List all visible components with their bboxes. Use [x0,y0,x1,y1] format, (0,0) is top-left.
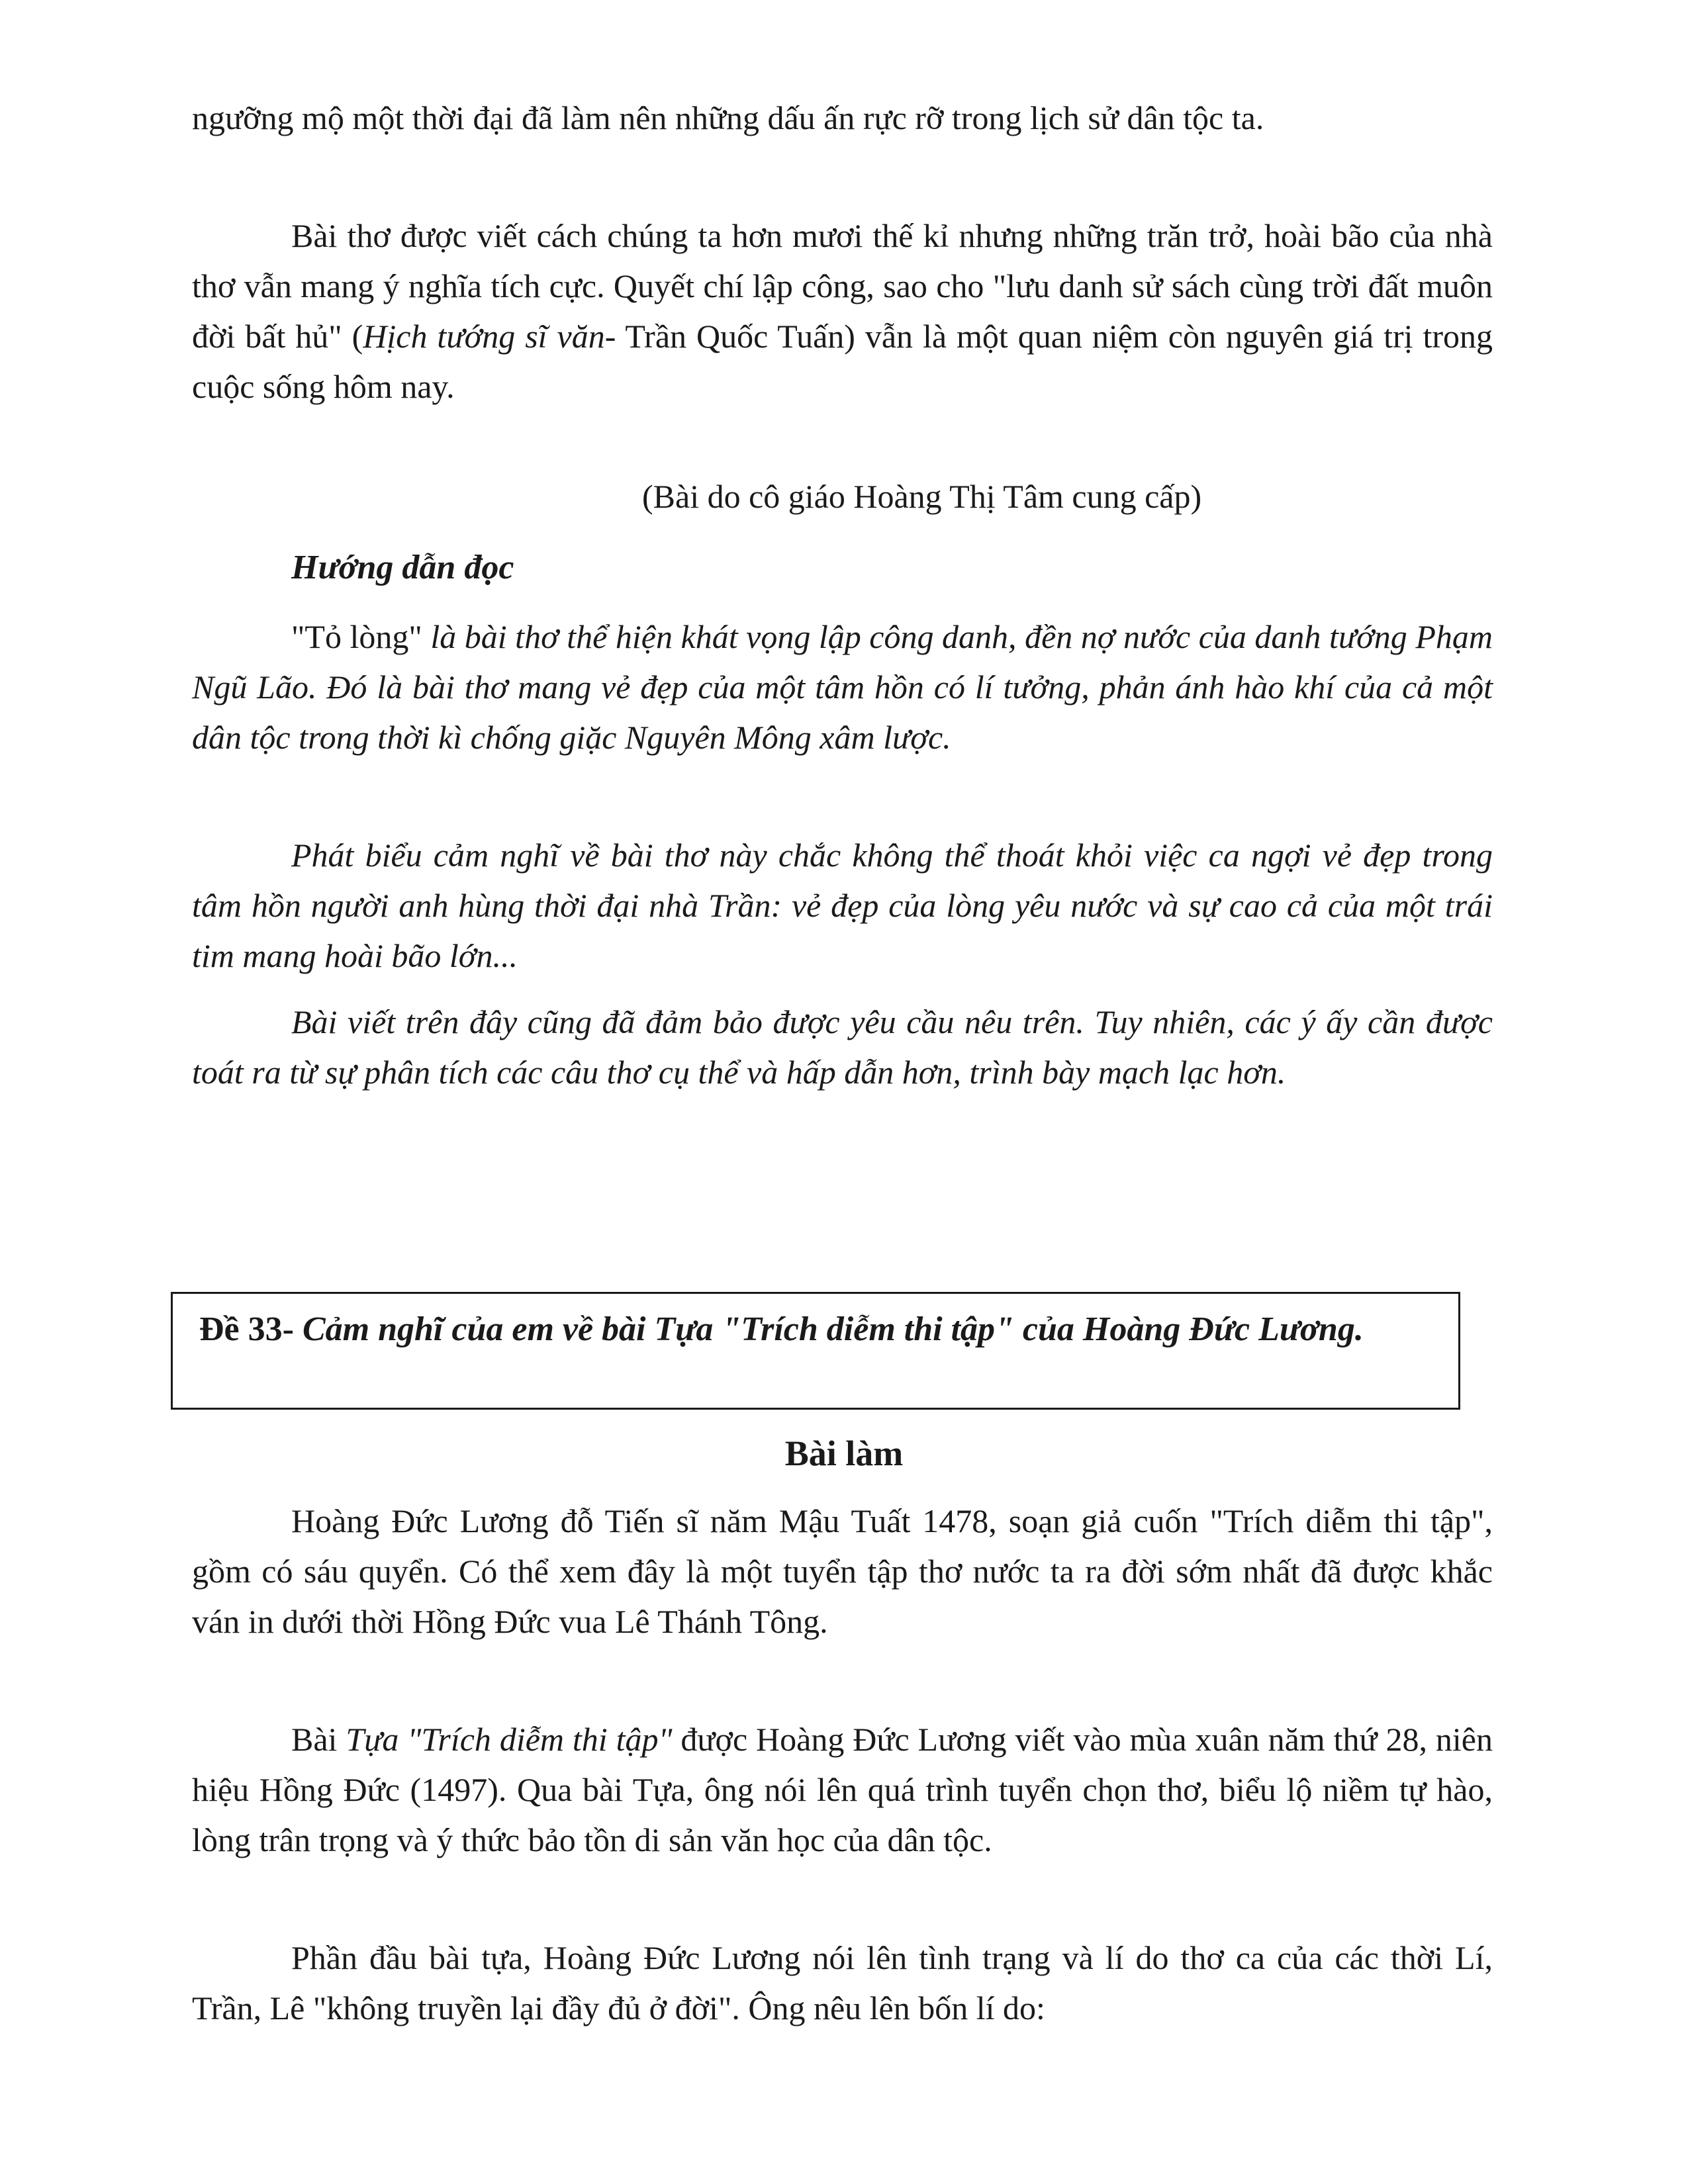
intro-paragraph-1: ngưỡng mộ một thời đại đã làm nên những dấu ấn rực rỡ trong lịch sử dân tộc ta. [192,99,1264,136]
essay-paragraph-2-start: Bài [291,1721,346,1758]
source-credit: (Bài do cô giáo Hoàng Thị Tâm cung cấp) [642,478,1202,515]
topic-title: Cảm nghĩ của em về bài Tựa "Trích diễm thi tập" của Hoàng Đức Lương. [302,1310,1364,1348]
essay-paragraph-3: Phần đầu bài tựa, Hoàng Đức Lương nói lên tình trạng và lí do thơ ca của các thời Lí, Trần, Lê "không truyền lại đầy đủ ở đời". Ông nêu lên bốn lí do: [192,1939,1493,2026]
essay-paragraph-2-end: được Hoàng Đức Lương viết vào mùa xuân năm thứ 28, niên hiệu Hồng Đức (1497). Qua bài Tựa, ông nói lên quá trình tuyển chọn thơ, biểu lộ niềm tự hào, lòng trân trọng và ý thức bảo tồn di sản văn học của dân tộc. [192,1721,1493,1858]
intro-paragraph-2-start: Bài thơ được viết cách chúng ta hơn mươi thế kỉ nhưng những trăn trở, hoài bão của nhà thơ vẫn mang ý nghĩa tích cực. Quyết chí lập công, sao cho "lưu danh sử sách cùng trời đất muôn đời bất hủ" ( [192,217,1493,355]
essay-paragraph-1: Hoàng Đức Lương đỗ Tiến sĩ năm Mậu Tuất 1478, soạn giả cuốn "Trích diễm thi tập", gồm có sáu quyển. Có thể xem đây là một tuyển tập thơ nước ta ra đời sớm nhất đã được khắc ván in dưới thời Hồng Đức vua Lê Thánh Tông. [192,1502,1493,1640]
essay-heading: Bài làm [784,1433,904,1473]
essay-paragraph-2 [192,1714,1493,1865]
guide-paragraph-1-quote: "Tỏ lòng" [291,618,422,655]
guide-paragraph-1 [192,612,1493,762]
reading-guide-heading: Hướng dẫn đọc [291,549,514,586]
intro-paragraph-2 [192,210,1493,412]
guide-paragraph-2: Phát biểu cảm nghĩ về bài thơ này chắc không thể thoát khỏi việc ca ngợi vẻ đẹp trong tâm hồn người anh hùng thời đại nhà Trần: vẻ đẹp của lòng yêu nước và sự cao cả của một trái tim mang hoài bão lớn... [192,837,1493,974]
intro-paragraph-2-end: - Trần Quốc Tuấn) vẫn là một quan niệm còn nguyên giá trị trong cuộc sống hôm nay. [192,318,1493,405]
guide-paragraph-3: Bài viết trên đây cũng đã đảm bảo được yêu cầu nêu trên. Tuy nhiên, các ý ấy cần được toát ra từ sự phân tích các câu thơ cụ thể và hấp dẫn hơn, trình bày mạch lạc hơn. [192,1003,1493,1091]
essay-paragraph-2-work-title: Tựa "Trích diễm thi tập" [346,1721,673,1758]
intro-paragraph-2-work-title: Hịch tướng sĩ văn [363,318,605,355]
guide-paragraph-1-rest: là bài thơ thể hiện khát vọng lập công danh, đền nợ nước của danh tướng Phạm Ngũ Lão. Đó là bài thơ mang vẻ đẹp của một tâm hồn có lí tưởng, phản ánh hào khí của cả một dân tộc trong thời kì chống giặc Nguyên Mông xâm lược. [192,618,1493,756]
topic-box [171,1292,1460,1410]
topic-number: Đề 33- [199,1310,294,1348]
